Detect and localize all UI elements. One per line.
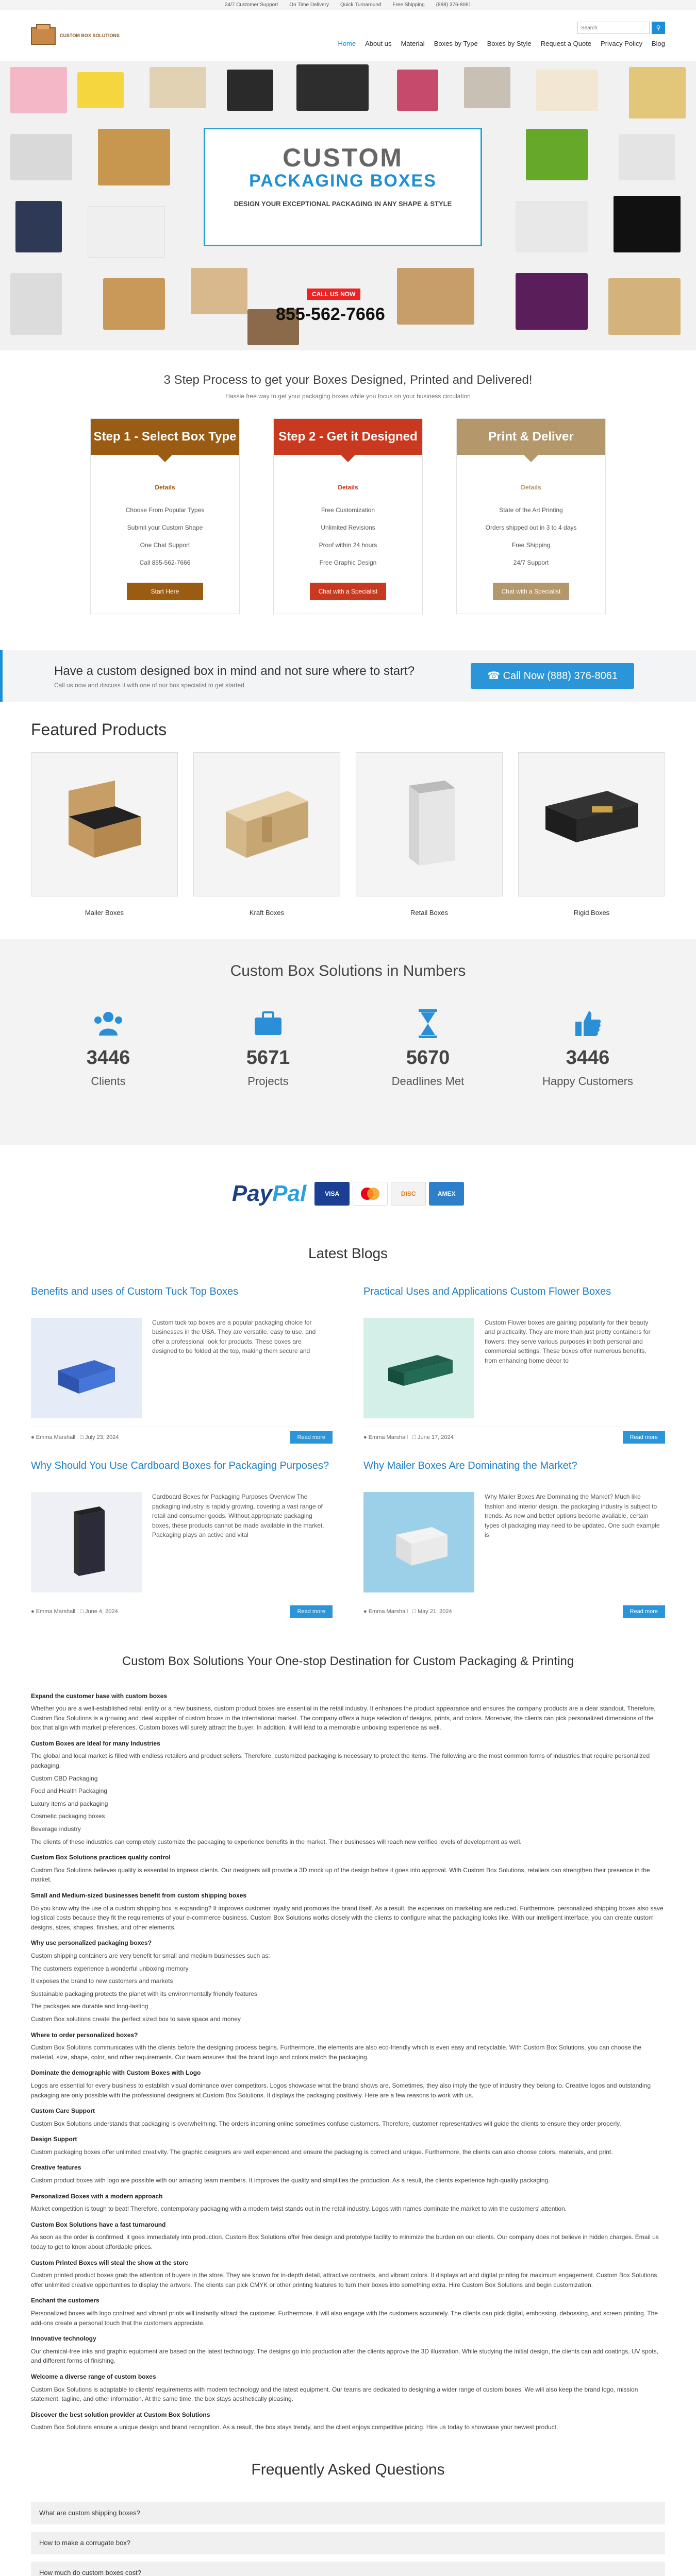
steps-row — [0, 418, 696, 614]
article-paragraph: Personalized boxes with logo contrast and vibrant prints will instantly attract the customer. Furthermore, it will also engage with the customers accurately. The clients can pick digital, embossing, debossing, and screen printing. The add-ons create a personal touch that the customers appreciate. — [31, 2310, 658, 2327]
article-subheading: Enchant the customers — [31, 2297, 100, 2304]
article-paragraph: Custom CBD Packaging — [31, 1774, 98, 1782]
box-image — [10, 134, 72, 180]
call-now-button[interactable]: ☎ Call Now (888) 376-8061 — [471, 663, 634, 689]
stat-happy-customers — [541, 1008, 634, 1090]
article-paragraph: Market competition is tough to beat! Therefore, contemporary packaging with a modern twist stands out in the retail industry. Logos with names dominate the market to win the customers' attention. — [31, 2205, 567, 2213]
read-more-button[interactable]: Read more — [623, 1431, 665, 1444]
article-subheading: Dominate the demographic with Custom Boxes with Logo — [31, 2069, 201, 2077]
article-paragraph: The packages are durable and long-lasting — [31, 2003, 148, 2010]
box-image — [614, 196, 681, 252]
box-image — [191, 268, 247, 314]
faq-list — [0, 2502, 696, 2576]
stat-value: 5670 — [406, 1046, 450, 1069]
product-card[interactable] — [31, 752, 178, 918]
nav-blog[interactable]: Blog — [651, 39, 665, 47]
faq-title: Frequently Asked Questions — [251, 2461, 445, 2478]
box-image — [629, 67, 686, 118]
step-details-heading: Details — [155, 484, 175, 491]
thumbs-up-icon — [541, 1008, 634, 1039]
step-item: Free Graphic Design — [319, 559, 377, 566]
blog-title[interactable]: Benefits and uses of Custom Tuck Top Boxes — [31, 1285, 239, 1297]
blog-card — [363, 1285, 665, 1444]
product-name: Retail Boxes — [410, 909, 448, 917]
article-title: Custom Box Solutions Your One-stop Destination for Custom Packaging & Printing — [122, 1654, 574, 1668]
article-paragraph: Custom Box solutions create the perfect sized box to save space and money — [31, 2015, 241, 2023]
step-pointer — [524, 455, 538, 462]
box-image — [10, 67, 67, 113]
steps-subtitle: Hassle free way to get your packaging boxes while you focus on your business circulation — [225, 393, 471, 400]
stat-value: 5671 — [246, 1046, 290, 1069]
search-icon: ⚲ — [656, 24, 661, 31]
box-image — [77, 72, 124, 108]
article-subheading: Custom Care Support — [31, 2107, 95, 2115]
article-paragraph: Food and Health Packaging — [31, 1787, 108, 1795]
article-body — [0, 1691, 696, 2432]
nav-request-quote[interactable]: Request a Quote — [540, 39, 592, 47]
blog-image — [31, 1492, 142, 1592]
blog-card — [31, 1285, 333, 1444]
blog-image — [31, 1318, 142, 1418]
calendar-icon: □ — [80, 1434, 85, 1440]
step-item: One Chat Support — [140, 541, 190, 549]
blog-excerpt: Why Mailer Boxes Are Dominating the Market? Much like fashion and interior design, the packaging industry is subject to trends. As new and better options become available, certain types of packaging may need to be updated. One such example is — [485, 1493, 660, 1539]
blog-card — [363, 1459, 665, 1618]
article-subheading: Custom Boxes are Ideal for many Industries — [31, 1739, 160, 1747]
article-paragraph: Sustainable packaging protects the planet with its environmentally friendly features — [31, 1990, 257, 1997]
latest-blogs-title: Latest Blogs — [308, 1245, 388, 1261]
box-image — [536, 70, 598, 111]
stat-deadlines — [382, 1008, 474, 1090]
step-item: Submit your Custom Shape — [127, 524, 203, 531]
hero-banner — [0, 62, 696, 350]
user-icon: ● — [363, 1434, 369, 1440]
discover-card-icon: DISC — [391, 1182, 426, 1206]
blog-excerpt: Cardboard Boxes for Packaging Purposes Overview The packaging industry is rapidly growing, covering a vast range of retail and consumer goods. Without appropriate packaging boxes, these products cannot be made available in the market. Packaging plays an active and vital — [152, 1493, 324, 1539]
hero-phone[interactable]: 855-562-7666 — [276, 304, 385, 324]
step-item: Call 855-562-7666 — [139, 559, 191, 566]
top-info-bar — [0, 0, 696, 10]
article-paragraph: Logos are essential for every business to establish visual dominance over competitors. Logos showcase what the brand shows are. Sometimes, they also imply the type of industry they belong to. Creative logos and outstanding packaging are only possible with the professional designers at Custom Box Solutions. It displays the packaging positively. Here are a few reasons to work with us. — [31, 2081, 651, 2099]
product-name: Kraft Boxes — [249, 909, 285, 917]
search-button[interactable] — [652, 22, 665, 34]
cta-subtitle: Call us now and discuss it with one of our box specialist to get started. — [54, 682, 246, 689]
article-subheading: Custom Box Solutions have a fast turnaround — [31, 2221, 166, 2228]
nav-privacy-policy[interactable]: Privacy Policy — [601, 39, 642, 47]
stat-label: Deadlines Met — [391, 1074, 465, 1088]
box-image — [608, 278, 681, 335]
article-paragraph: Custom Box Solutions understands that packaging is overwhelming. The orders incoming online sometimes confuse customers. Therefore, customer representatives will guide the clients to ensure they order properly. — [31, 2120, 621, 2127]
box-image — [516, 201, 588, 252]
article-paragraph: Custom Box Solutions communicates with the clients before the designing process begins. Furthermore, the elements are also eco-friendly which is even easy and recyclable. With Custom Box Solutions, you can choose the material, size, shape, color, and other requirements. Our team ensures that the brand logo and colors match the packaging. — [31, 2044, 641, 2061]
blog-date: May 21, 2024 — [417, 1608, 452, 1615]
blog-card — [31, 1459, 333, 1618]
blog-author: Emma Marshall — [36, 1434, 76, 1440]
article-subheading: Why use personalized packaging boxes? — [31, 1939, 152, 1947]
topbar-item: Free Shipping — [392, 2, 425, 8]
blog-date: July 23, 2024 — [85, 1434, 119, 1440]
step-card — [456, 418, 606, 614]
hero-tagline: DESIGN YOUR EXCEPTIONAL PACKAGING IN ANY SHAPE & STYLE — [234, 199, 452, 208]
box-image — [397, 70, 438, 111]
step-item: Proof within 24 hours — [319, 541, 377, 549]
call-to-action-banner — [0, 650, 696, 702]
product-image — [356, 752, 503, 896]
stat-label: Projects — [247, 1074, 289, 1088]
article-paragraph: Custom printed product boxes grab the attention of buyers in the store. They are known for in-depth detail, attractive contrasts, and vibrant colors. It displays art and digital printing for maximum engagement. Custom Box Solutions offer unlimited creative opportunities to display the artwork. The clients can pick CMYK or other printing features to turn their boxes into something extra. Hire Custom Box Solutions and begin customization. — [31, 2272, 657, 2289]
box-image — [227, 70, 273, 111]
payment-methods — [0, 1145, 696, 1243]
article-paragraph: Luxury items and packaging — [31, 1800, 108, 1807]
stat-projects — [222, 1008, 314, 1090]
step-details-heading: Details — [338, 484, 358, 491]
article-paragraph: Custom Box Solutions ensure a unique design and brand recognition. As a result, the box stays trendy, and the client enjoys competitive pricing. Hire us today to showcase your newest product. — [31, 2424, 558, 2431]
box-image — [15, 201, 62, 252]
step-header: Step 2 - Get it Designed — [274, 419, 422, 455]
featured-products-title: Featured Products — [31, 720, 167, 739]
step-item: 24/7 Support — [513, 559, 549, 566]
article-paragraph: Beverage industry — [31, 1825, 81, 1833]
stat-label: Happy Customers — [542, 1074, 634, 1088]
blog-date: June 4, 2024 — [85, 1608, 118, 1615]
article-subheading: Custom Box Solutions practices quality control — [31, 1854, 171, 1861]
chat-specialist-button[interactable]: Chat with a Specialist — [493, 583, 569, 600]
article-subheading: Design Support — [31, 2136, 77, 2143]
step-item: State of the Art Printing — [499, 506, 563, 514]
users-icon — [62, 1008, 155, 1039]
read-more-button[interactable]: Read more — [290, 1605, 333, 1618]
user-icon: ● — [363, 1608, 369, 1615]
read-more-button[interactable]: Read more — [623, 1605, 665, 1618]
hero-title: CUSTOM — [283, 143, 403, 172]
logo-text: CUSTOM BOX SOLUTIONS — [60, 32, 120, 38]
search-input[interactable] — [577, 22, 650, 34]
nav-material[interactable]: Material — [401, 39, 425, 47]
chat-specialist-button[interactable]: Chat with a Specialist — [310, 583, 386, 600]
step-item: Free Customization — [321, 506, 375, 514]
blog-author: Emma Marshall — [368, 1434, 408, 1440]
hero-title-panel — [204, 128, 482, 246]
blog-title[interactable]: Practical Uses and Applications Custom Flower Boxes — [363, 1285, 611, 1297]
start-here-button[interactable]: Start Here — [127, 583, 203, 600]
box-image — [296, 64, 369, 111]
box-image — [10, 273, 62, 335]
read-more-button[interactable]: Read more — [290, 1431, 333, 1444]
box-image — [98, 129, 170, 185]
calendar-icon: □ — [80, 1608, 85, 1615]
faq-question[interactable]: How to make a corrugate box? — [31, 2532, 665, 2554]
blog-excerpt: Custom tuck top boxes are a popular packaging choice for businesses in the USA. They are versatile, easy to use, and offer a professional look for products. These boxes are designed to be folded at the top, making them secure and — [152, 1318, 316, 1355]
product-image — [31, 752, 178, 896]
topbar-item: On Time Delivery — [289, 2, 329, 8]
nav-home[interactable]: Home — [338, 39, 356, 47]
article-paragraph: Custom Box Solutions believes quality is essential to impress clients. Our designers will provide a 3D mock up of the design before it goes into approval. With Custom Box Solutions, retailers can strengthen their presence in the market. — [31, 1866, 650, 1884]
box-logo-icon — [31, 27, 56, 45]
hero-subtitle: PACKAGING BOXES — [249, 171, 437, 191]
step-card — [273, 418, 423, 614]
stat-label: Clients — [91, 1074, 126, 1088]
article-paragraph: It exposes the brand to new customers and markets — [31, 1977, 173, 1985]
article-paragraph: Custom product boxes with logo are possible with our amazing team members. It improves the quality and simplifies the production. As a result, the clients experience high-quality packaging. — [31, 2177, 550, 2184]
faq-question[interactable]: How much do custom boxes cost? — [31, 2562, 665, 2576]
article-paragraph: Cosmetic packaging boxes — [31, 1812, 105, 1820]
article-paragraph: Custom shipping containers are very benefit for small and medium businesses such as: — [31, 1952, 270, 1959]
article-paragraph: Custom Box Solutions is adaptable to clients' requirements with modern technology and the latest equipment. Our teams are dedicated to designing a wider range of custom boxes. We will also keep the brand logo, mission statement, tagline, and other information. At the same time, the box stays aesthetically pleasing. — [31, 2385, 638, 2403]
article-paragraph: Our chemical-free inks and graphic equipment are based on the latest technology. The designs go into production after the clients approve the 3D illustration. While studying the initial design, the clients can add coatings, UV spots, and different forms of finishing. — [31, 2347, 658, 2365]
article-subheading: Innovative technology — [31, 2335, 96, 2343]
article-subheading: Small and Medium-sized businesses benefit from custom shipping boxes — [31, 1892, 247, 1899]
step-header: Step 1 - Select Box Type — [91, 419, 239, 455]
steps-title: 3 Step Process to get your Boxes Designed, Printed and Delivered! — [163, 373, 533, 387]
blog-title[interactable]: Why Should You Use Cardboard Boxes for Packaging Purposes? — [31, 1460, 329, 1471]
step-header: Print & Deliver — [457, 419, 605, 455]
article-subheading: Where to order personalized boxes? — [31, 2031, 138, 2039]
article-paragraph: The customers experience a wonderful unboxing memory — [31, 1964, 189, 1972]
product-card[interactable] — [193, 752, 340, 918]
article-paragraph: The clients of these industries can completely customize the packaging to experience benefits in the market. Their businesses will reach new verified levels of development as well. — [31, 1838, 522, 1845]
article-subheading: Discover the best solution provider at Custom Box Solutions — [31, 2411, 210, 2418]
site-header — [0, 10, 696, 62]
visa-card-icon: VISA — [314, 1182, 350, 1206]
stat-value: 3446 — [566, 1046, 610, 1069]
cta-title: Have a custom designed box in mind and not sure where to start? — [54, 664, 415, 678]
search-bar — [577, 22, 665, 34]
amex-card-icon: AMEX — [429, 1182, 464, 1206]
topbar-item: Quick Turnaround — [340, 2, 382, 8]
blog-grid — [0, 1285, 696, 1634]
step-item: Unlimited Revisions — [321, 524, 375, 531]
stat-clients — [62, 1008, 155, 1090]
nav-about[interactable]: About us — [365, 39, 392, 47]
stats-row — [0, 1008, 696, 1090]
step-item: Choose From Popular Types — [125, 506, 205, 514]
step-card — [90, 418, 240, 614]
blog-image — [363, 1318, 474, 1418]
stat-value: 3446 — [86, 1046, 130, 1069]
step-item: Orders shipped out in 3 to 4 days — [485, 524, 577, 531]
calendar-icon: □ — [412, 1434, 418, 1440]
article-paragraph: The global and local market is filled with endless retailers and product sellers. Therefore, customized packaging is necessary to protect the items. The following are the most common forms of industries that require personalized packaging. — [31, 1752, 650, 1770]
product-card[interactable] — [518, 752, 665, 918]
article-subheading: Personalized Boxes with a modern approach — [31, 2192, 163, 2200]
briefcase-icon — [222, 1008, 314, 1039]
step-pointer — [341, 455, 355, 462]
box-image — [88, 206, 165, 258]
box-image — [526, 129, 588, 180]
numbers-title: Custom Box Solutions in Numbers — [230, 962, 466, 979]
article-subheading: Expand the customer base with custom boxes — [31, 1692, 168, 1700]
article-subheading: Custom Printed Boxes will steal the show at the store — [31, 2259, 189, 2266]
article-paragraph: Custom packaging boxes offer unlimited creativity. The graphic designers are well experienced and ensure the packaging is correct and unique. Furthermore, the clients can also choose colors, materials, and print. — [31, 2148, 613, 2156]
article-paragraph: Whether you are a well-established retail entity or a new business, custom product boxes are essential in the retail industry. It enhances the product appearance and ensures the company products are a clear standout. Therefore, Custom Box Solutions is a growing and ideal supplier of custom boxes in the international market. The company offers a huge selection of designs, prints, and colors. Moreover, the clients can pick personalized dimensions of the box that align with market preferences. Custom boxes will surely attract the buyer. In addition, it will lead to a memorable unboxing experience as well. — [31, 1705, 656, 1732]
user-icon: ● — [31, 1434, 36, 1440]
user-icon: ● — [31, 1608, 36, 1615]
nav-boxes-by-style[interactable]: Boxes by Style — [487, 39, 532, 47]
faq-question[interactable]: What are custom shipping boxes? — [31, 2502, 665, 2524]
box-image — [150, 67, 206, 108]
step-details-heading: Details — [521, 484, 541, 491]
step-item: Free Shipping — [511, 541, 551, 549]
paypal-logo: PayPal — [231, 1180, 307, 1206]
blog-date: June 17, 2024 — [417, 1434, 454, 1440]
product-name: Rigid Boxes — [573, 909, 610, 917]
blog-image — [363, 1492, 474, 1592]
blog-author: Emma Marshall — [368, 1608, 408, 1615]
nav-boxes-by-type[interactable]: Boxes by Type — [434, 39, 478, 47]
call-us-badge: CALL US NOW — [307, 289, 360, 300]
mastercard-card-icon — [353, 1182, 388, 1206]
phone-icon: ☎ — [487, 670, 503, 682]
step-pointer — [158, 455, 172, 462]
product-card[interactable] — [356, 752, 503, 918]
article-paragraph: Do you know why the use of a custom shipping box is expanding? It improves customer loyalty and promotes the brand itself. As a result, the expenses on marketing are reduced. Furthermore, personalized shipping boxes also save logistical costs because they fit the requirements of your e-commerce business. Custom Box Solutions works closely with the clients to configure what the packaging looks like. With our intelligent interface, you can create custom designs, sizes, shapes, finishes, and other elements. — [31, 1904, 664, 1931]
product-image — [518, 752, 665, 896]
blog-title[interactable]: Why Mailer Boxes Are Dominating the Market? — [363, 1460, 577, 1471]
box-image — [516, 273, 588, 330]
featured-products-grid — [0, 752, 696, 918]
article-subheading: Creative features — [31, 2164, 81, 2172]
calendar-icon: □ — [412, 1608, 418, 1615]
blog-excerpt: Custom Flower boxes are gaining popularity for their beauty and practicality. They are more than just pretty containers for flowers; they serve various purposes in both personal and commercial settings. These boxes offer numerous benefits, from enhancing home décor to — [485, 1318, 651, 1364]
product-name: Mailer Boxes — [85, 909, 124, 917]
blog-author: Emma Marshall — [36, 1608, 76, 1615]
box-image — [619, 134, 675, 180]
article-subheading: Welcome a diverse range of custom boxes — [31, 2372, 156, 2380]
product-image — [193, 752, 340, 896]
box-image — [103, 278, 165, 330]
main-nav — [338, 39, 665, 49]
article-paragraph: As soon as the order is confirmed, it goes immediately into production. Custom Box Solutions offer free design and prototype facility to minimize the burden on our clients. Our company does not believe in hidden charges. Email us today to get to know about affordable prices. — [31, 2233, 659, 2251]
hourglass-icon — [382, 1008, 474, 1039]
numbers-section — [0, 939, 696, 1145]
box-image — [464, 67, 510, 108]
site-logo[interactable] — [31, 27, 120, 45]
topbar-item: 24/7 Customer Support — [224, 2, 278, 8]
box-image — [397, 268, 474, 325]
topbar-phone[interactable]: (888) 376-8061 — [436, 2, 472, 8]
